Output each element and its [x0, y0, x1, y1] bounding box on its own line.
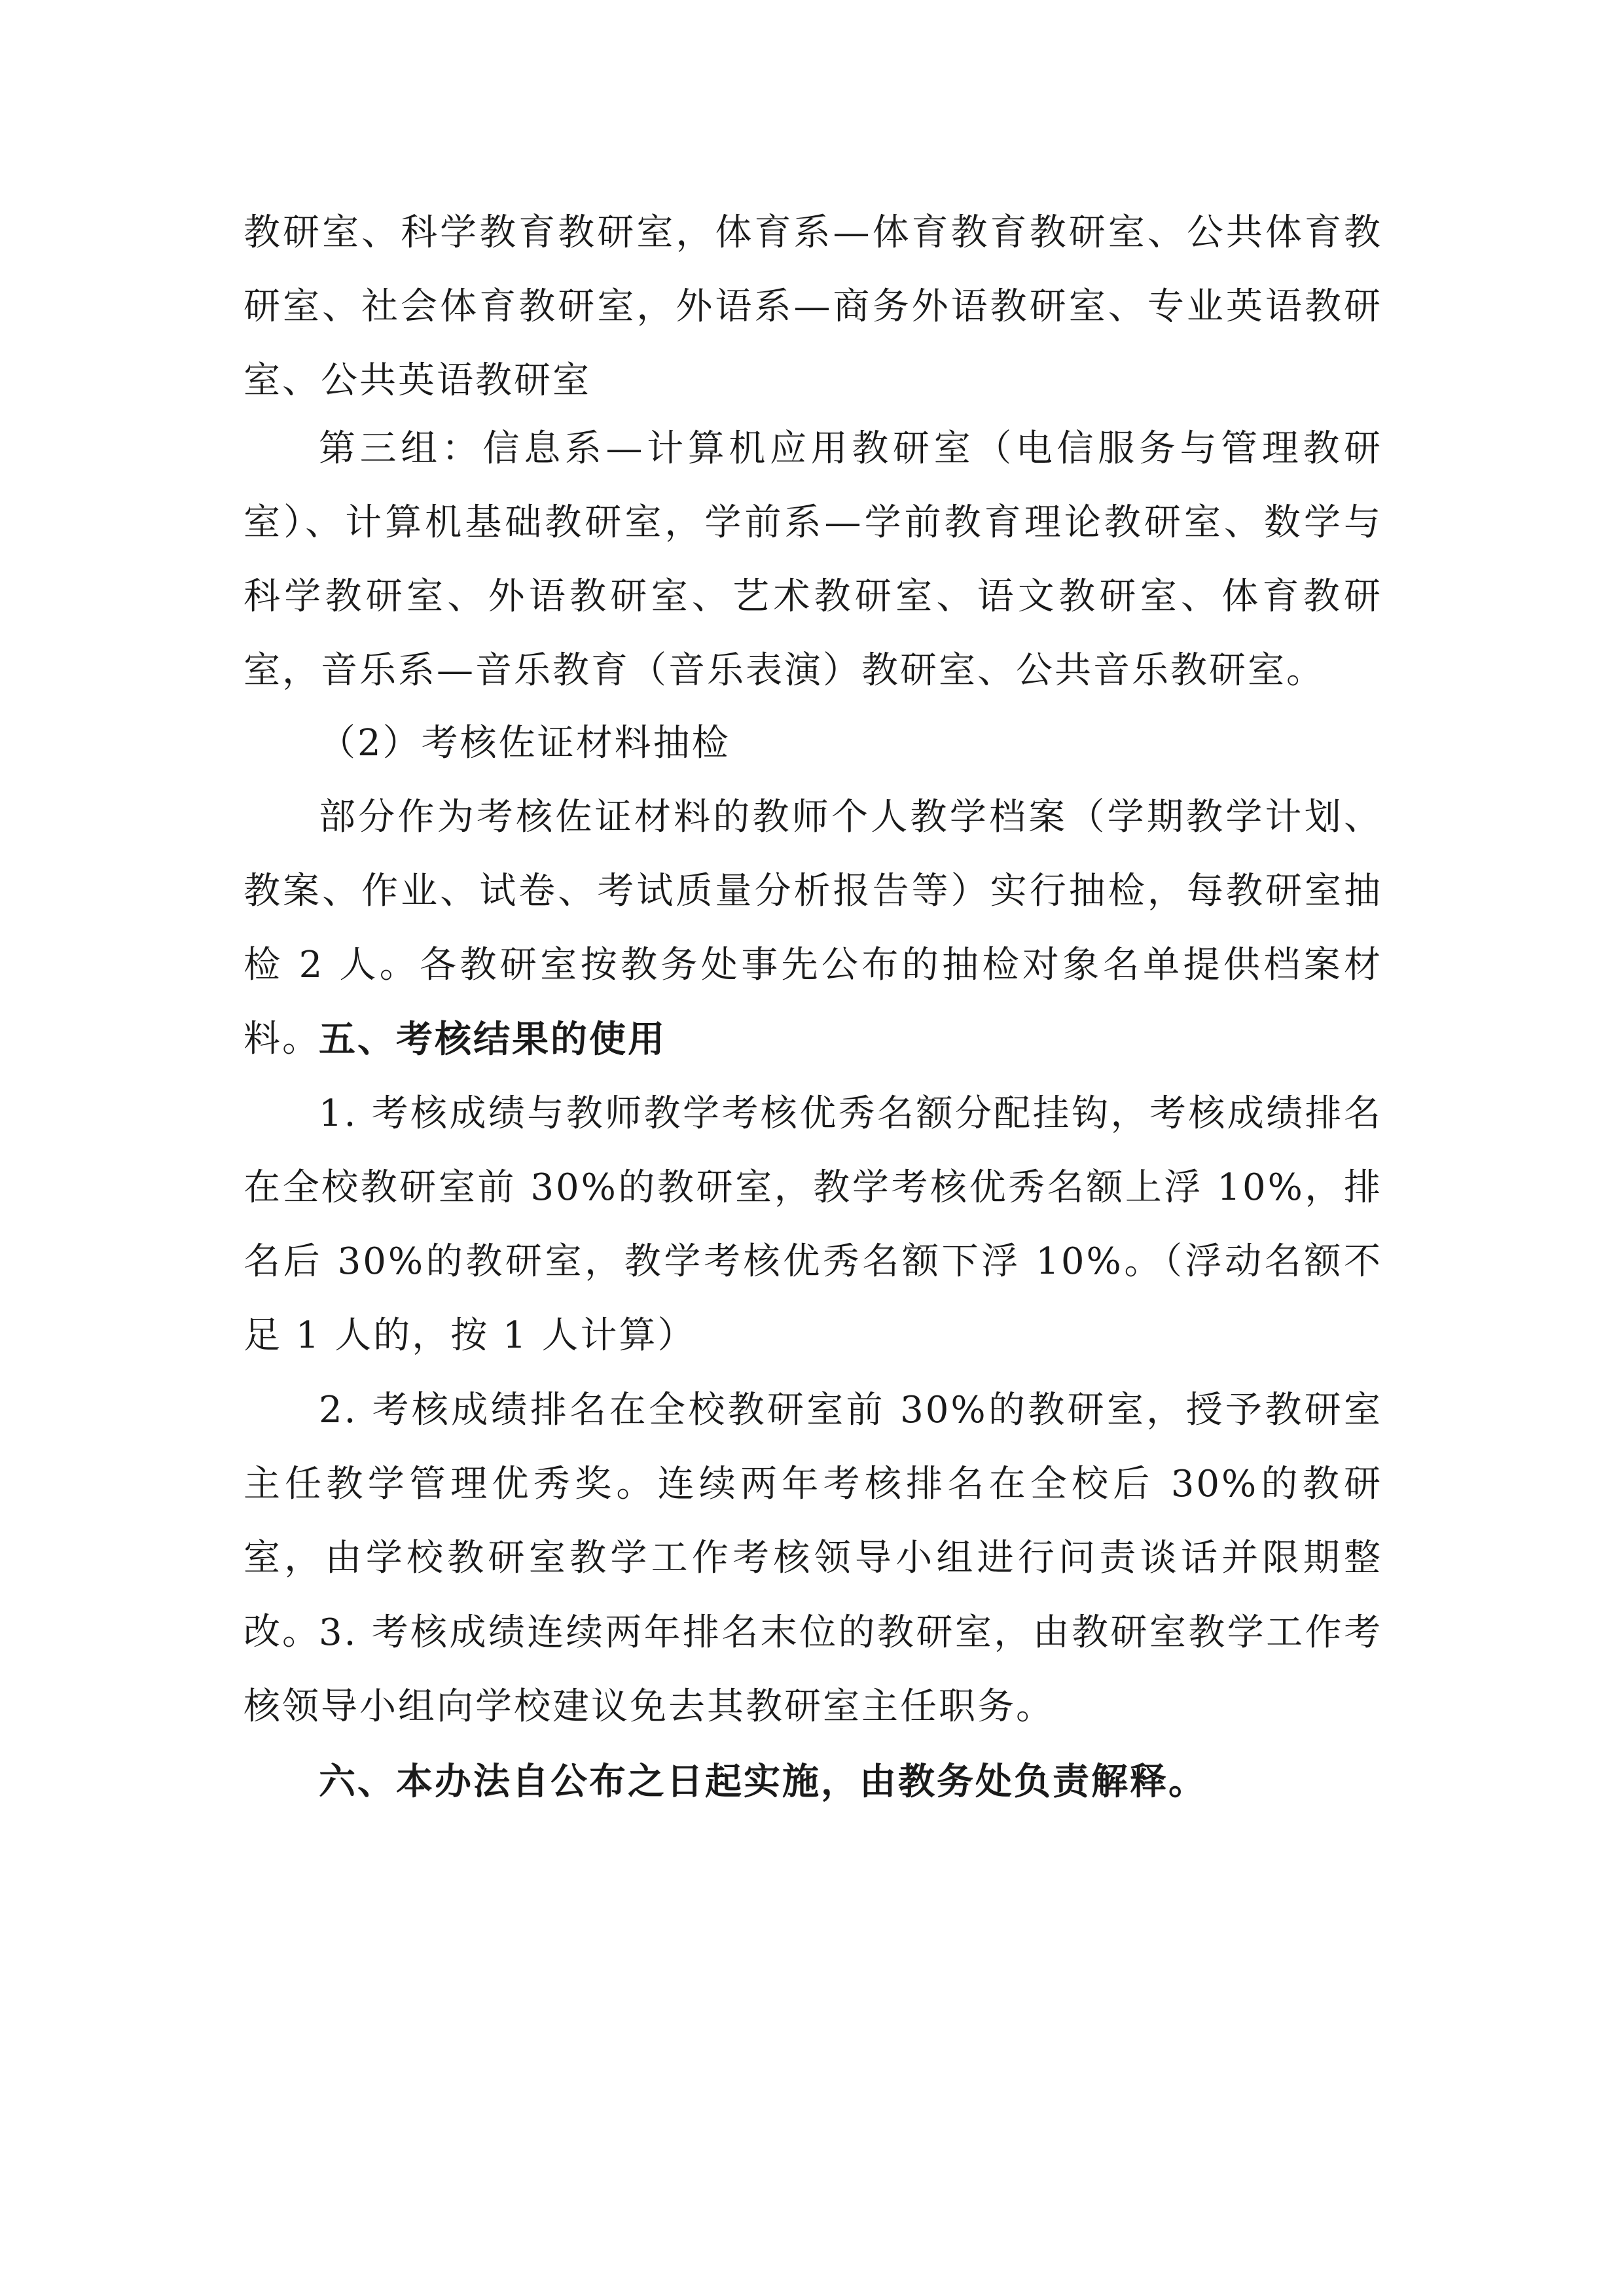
paragraph-spot-check: 部分作为考核佐证材料的教师个人教学档案（学期教学计划、教案、作业、试卷、考试质量分析报告等）实行抽检，每教研室抽检 2 人。各教研室按教务处事先公布的抽检对象名单提供档案材料。 — [244, 796, 1382, 1060]
sub-heading-spot-check: （2）考核佐证材料抽检 — [319, 722, 731, 764]
paragraph-group-three: 第三组：信息系—计算机应用教研室（电信服务与管理教研室）、计算机基础教研室，学前系—学前教育理论教研室、数学与科学教研室、外语教研室、艺术教研室、语文教研室、体育教研室，音乐系—音乐教育（音乐表演）教研室、公共音乐教研室。 — [244, 427, 1382, 692]
paragraph-result-one: 1. 考核成绩与教师教学考核优秀名额分配挂钩，考核成绩排名在全校教研室前 30%的教研室，教学考核优秀名额上浮 10%，排名后 30%的教研室，教学考核优秀名额下浮 10%。（浮动名额不足 1 人的，按 1 人计算） — [244, 1092, 1382, 1357]
paragraph-result-two: 2. 考核成绩排名在全校教研室前 30%的教研室，授予教研室主任教学管理优秀奖。连续两年考核排名在全校后 30%的教研室，由学校教研室教学工作考核领导小组进行问责谈话并限期整改。 — [244, 1389, 1382, 1653]
paragraph-continuation: 教研室、科学教育教研室，体育系—体育教育教研室、公共体育教研室、社会体育教研室，外语系—商务外语教研室、专业英语教研室、公共英语教研室 — [244, 211, 1382, 402]
paragraph-result-three: 3. 考核成绩连续两年排名末位的教研室，由教研室教学工作考核领导小组向学校建议免去其教研室主任职务。 — [244, 1611, 1382, 1728]
section-heading-five: 五、考核结果的使用 — [319, 1018, 666, 1061]
section-heading-six: 六、本办法自公布之日起实施，由教务处负责解释。 — [319, 1761, 1207, 1803]
